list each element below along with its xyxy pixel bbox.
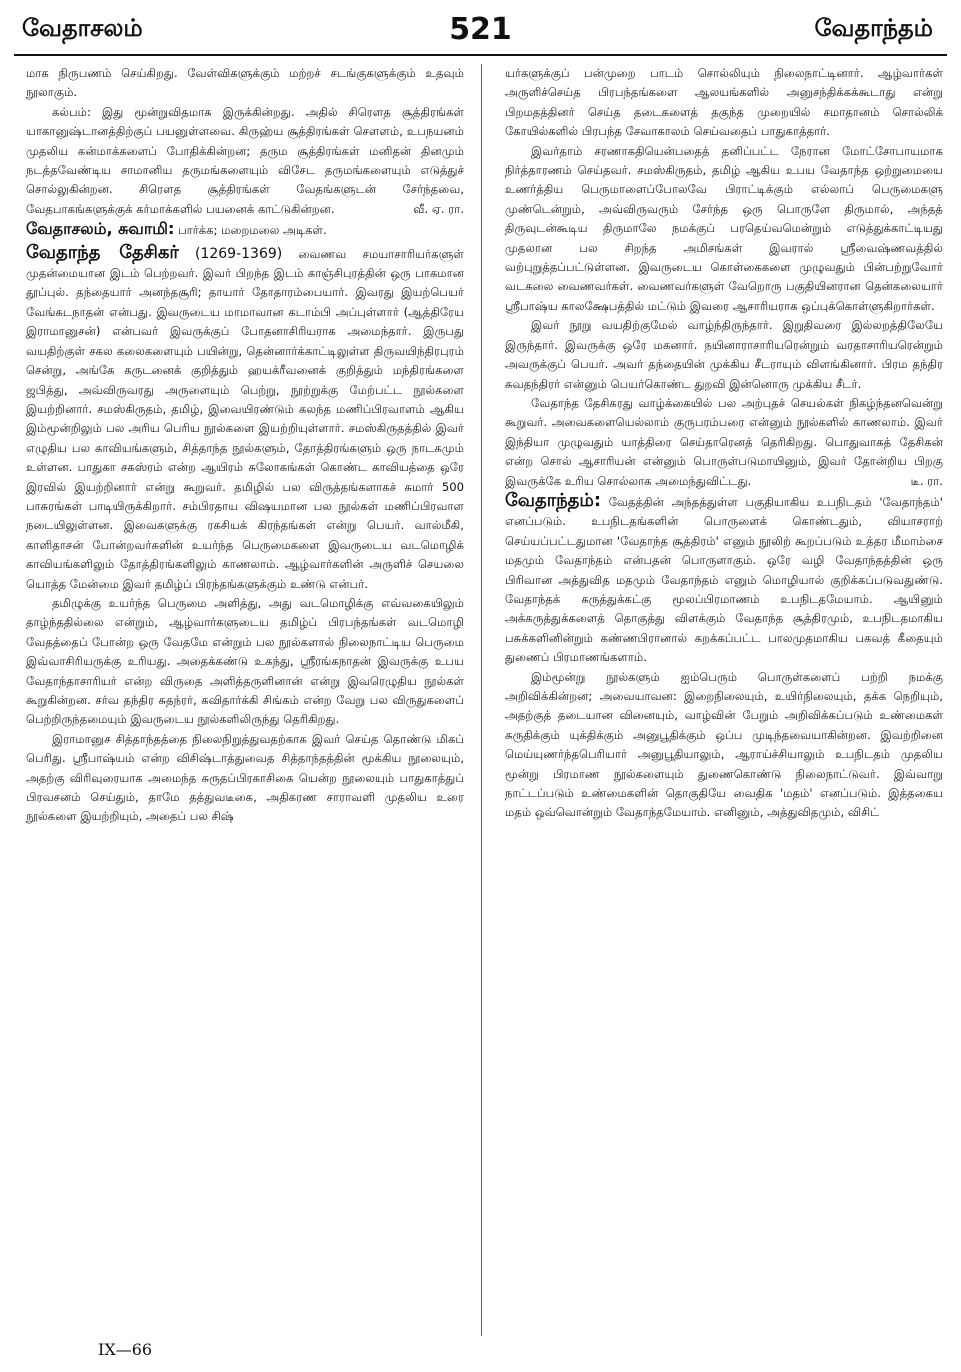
entry-years: (1269-1369)	[194, 245, 283, 262]
left-column	[26, 64, 464, 1336]
paragraph: இராமானுச சித்தாந்தத்தை நிலைநிறுத்துவதற்காக இவர் செய்த தொண்டு மிகப் பெரிது. ஸ்ரீபாஷ்யம் என்ற விசிஷ்டாத்துவைத சித்தாந்தத்தின் மூக்கிய நூலையும், அதற்கு விரிவுரையாக அமைந்த சுருதப்பிரகாசிகை யென்ற நூலையும் பாதுகாத்துப் பிரவசனம் செய்தும், தாமே தத்துவடீகை, அதிகரண சாராவளி முதலிய உரை நூல்களை இயற்றியும், அதைப் பல சிஷ்	[26, 731, 464, 824]
entry	[505, 491, 943, 668]
author-initials: டீ. ரா.	[910, 473, 943, 488]
entry-text: வைணவ சமயாசாரியர்களுள் முதன்மையான இடம் பெற்றவர். இவர் பிறந்த இடம் காஞ்சிபுரத்தின் ஒரு பாகமான தூப்புல். தந்தையார் அனந்தசூரி; தாயார் தோதாரம்பையார். இவரது இயற்பெயர் வேங்கடநாதன் என்பது. இவருடைய மாமாவான கடாம்பி அப்புள்ளார் (ஆத்திரேய இராமானுசன்) என்பவர் இவருக்குப் போதனாசிரியராக அமைந்தார். இருபது வயதிற்குள் சகல கலைகளையும் பயின்று, தென்னார்க்காட்டிலுள்ள திருவயிந்திரபுரம் சென்று, அங்கே கருடனைக் குறித்தும் ஹயக்ரீவனைக் குறித்தும் மந்திரங்களை ஜபித்து, அவ்விருவரது அருளையும் பெற்று, நூற்றுக்கு மேற்பட்ட நூல்களை இயற்றினார். சமஸ்கிருதம், தமிழ், இவையிரண்டும் கலந்த மணிப்பிரவாளம் ஆகிய இம்மூன்றிலும் பல அரிய பெரிய நூல்களை இயற்றியுள்ளார். சமஸ்கிருதத்தில் இவர் எழுதிய பல காவியங்களும், சித்தாந்த நூல்களும், தோத்திரங்களும் ஒரு நாடகமும் உள்ளன. பாதுகா சகஸ்ரம் என்ற ஆயிரம் சுலோகங்கள் கொண்ட காவியத்தை ஒரே இரவில் இயற்றினார் என்று கூறுவர். தமிழில் பல விருத்தங்களாகச் சுமார் 500 பாசுரங்கள் பாடியிருக்கிறார். சம்பிரதாய விஷயமான பல நூல்கள் மணிப்பிரவாள நடையிலுள்ளன. இவைகளுக்கு ரகசியக் கிரந்தங்கள் என்று பெயர். வால்மீகி, காளிதாசன் போன்றவர்களின் உயர்ந்த பெருமைகளை இவருடைய வடமொழிக் காவியங்களிலும் தோத்திரங்களிலும் காணலாம். ஆழ்வார்களின் அருளிச் செயலை யொத்த மேன்மை இவர் தமிழ்ப் பிரந்தங்களுக்கும் உண்டு என்பர்.	[26, 246, 464, 591]
entry	[26, 243, 464, 594]
paragraph: மாக நிருபணம் செய்கிறது. வேள்விகளுக்கும் மற்றச் சடங்குகளுக்கும் உதவும் நூலாகும்.	[26, 66, 464, 100]
entry-heading: வேதாந்தம்:	[505, 489, 602, 511]
paragraph: இவர் நூறு வயதிற்குமேல் வாழ்ந்திருந்தார். இறுதிவரை இல்லறத்திலேயே இருந்தார். இவருக்கு ஒரே மகனார். நயினாராசாரியரென்றும் வரதாசாரியரென்றும் அவருக்குப் பெயர். அவர் தந்தையின் முக்கிய சீடராயும் விளங்கினார். பிரம தந்திர சுவதந்திரர் என்னும் பெயர்கொண்ட துறவி இன்னொரு முக்கிய சீடர்.	[505, 318, 943, 391]
paragraph: யர்களுக்குப் பன்முறை பாடம் சொல்லியும் நிலைநாட்டினார். ஆழ்வார்கள் அருளிச்செய்த பிரபந்தங்களை ஆலயங்களில் அனுசந்திக்கக்கூடாது என்று பிறமதத்தினர் செய்த தடைகளைத் தகுந்த முறையில் சமாதானம் சொல்லிக் கோயில்களில் பிரபந்த சேவாகாலம் செய்வதைப் பாதுகாத்தார்.	[505, 66, 943, 139]
author-initials: வீ. ஏ. ரா.	[413, 201, 464, 216]
paragraph-text: கல்பம்: இது மூன்றுவிதமாக இருக்கின்றது. அதில் சிரௌத சூத்திரங்கள் யாகானுஷ்டானத்திற்குப் பயனுள்ளவை. கிருஹ்ய சூத்திரங்கள் சௌளம், உபநயனம் முதலிய கன்மாக்களைப் போதிக்கின்றன; தரும சூத்திரங்கள் மனிதன் தினமும் நடத்தவேண்டிய சாமானிய தருமங்களையும் விசேட தருமங்களையும் எடுத்துச் சொல்லுகின்றன. சிரௌத சூத்திரங்கள் வேதங்களுடன் சேர்ந்தவை, வேதபாகங்களுக்குக் கர்மாக்களில் பயனைக் காட்டுகின்றன.	[26, 104, 464, 216]
paragraph	[505, 394, 943, 491]
paragraph-text: வேதாந்த தேசிகரது வாழ்க்கையில் பல அற்புதச் செயல்கள் நிகழ்ந்தனவென்று கூறுவர். அவைகளையெல்லாம் குருபரம்பரை என்னும் நூல்களில் காணலாம். இவர் இந்தியா முழுவதும் யாத்திரை செய்தாரெனத் தெரிகிறது. பொதுவாகத் தேசிகன் என்ற சொல் ஆசாரியன் என்னும் பொருள்படுமாயினும், இவர் தோன்றிய பிறகு இவருக்கே உரிய சொல்லாக அமைந்துவிட்டது.	[505, 395, 943, 488]
running-head-right: வேதாந்தம்	[814, 14, 933, 42]
paragraph: இம்மூன்று நூல்களும் ஐம்பெரும் பொருள்களைப் பற்றி நமக்கு அறிவிக்கின்றன; அவையாவன: இறைநிலையும், உயிர்நிலையும், தக்க நெறியும், அதற்குத் தடையான வினையும், வாழ்வின் பேறும் அறிவிக்கப்படும் உண்மைகள் சுருதிக்கும் யுக்திக்கும் அனுபூதிக்கும் ஒப்ப முடிந்தவையாகின்றன. இவற்றினை மெய்யுணர்ந்தபெரியார் அனுபூதியாலும், ஆராய்ச்சியாலும் உபநிடதம் முதலிய மூன்று பிரமாண நூல்களையும் துணைகொண்டு நிலைநாட்டுவர். இவ்வாறு நாட்டப்படும் உண்மைகளின் தொகுதியே வைதிக 'மதம்' எனப்படும். இத்தகைய மதம் ஒவ்வொன்றும் வேதாந்தமேயாம். எனினும், அத்துவிதமும், விசிட்	[505, 669, 943, 820]
entry-text: பார்க்க; மறைமலை அடிகள்.	[178, 223, 327, 238]
paragraph	[26, 103, 464, 219]
volume-page-marker: IX—66	[98, 1340, 153, 1359]
entry-heading: வேதாந்த தேசிகர்	[26, 241, 179, 263]
page-header	[14, 6, 947, 56]
paragraph: தமிழுக்கு உயர்ந்த பெருமை அளித்து, அது வடமொழிக்கு எவ்வகையிலும் தாழ்ந்ததில்லை என்றும், ஆழ்வார்களுடைய தமிழ்ப் பிரபந்தங்கள் வடமொழி வேதத்தைப் போன்ற ஒரு வேதமே என்றும் பல நூல்களால் நிலைநாட்டிய பெருமை இவ்வாசிரியருக்கு உரியது. அதைக்கண்டு உகந்து, ஸ்ரீரங்கநாதன் இவருக்கு உபய வேதாந்தாசாரியர் என்ற விருதை அளித்தருளினான் என்று இவரெழுதிய நூல்கள் கூறுகின்றன. சர்வ தந்திர சுதந்ரர், கவிதார்க்கி சிங்கம் என்ற வேறு பல விருதுகளைப் பெற்றிருந்தமையும் இவருடைய நூல்களிலிருந்து தெரிகிறது.	[26, 595, 464, 727]
running-head-left: வேதாசலம்	[22, 14, 143, 42]
page-number: 521	[449, 12, 512, 47]
right-column	[505, 64, 943, 1336]
entry-text: வேதத்தின் அந்தத்துள்ள பகுதியாகிய உபநிடதம் 'வேதாந்தம்' எனப்படும். உபநிடதங்களின் பொருளைக் கொண்டதும், வியாசராற் செய்யப்பட்டதுமான 'வேதாந்த சூத்திரம்' எனும் நூலிற் கூறப்படும் உத்தர மீமாம்சை மதமும் வேதாந்தம் என்பதன் பொருளாகும். ஒரே வழி வேதாந்தத்தின் ஒரு பிரிவான அத்துவித மதமும் வேதாந்தம் எனும் மொழியால் குறிக்கப்படுவதுண்டு. வேதாந்தக் கருத்துக்கட்கு மூலப்பிரமாணம் உபநிடதமேயாம். ஆயினும் அக்கருத்துக்களைத் தொகுத்து விளக்கும் வேதாந்த சூத்திரமும், உபநிடதமாகிய பசுக்களினின்றும் கண்ணபிரானால் கறக்கப்பட்ட பாலமுதமாகிய பகவத் கீதையும் துணைப் பிரமாணங்களாம்.	[505, 494, 943, 665]
paragraph: இவர்தாம் சரணாகதியென்பதைத் தனிப்பட்ட நேரான மோட்சோபாயமாக நிர்த்தாரணம் செய்தவர். சமஸ்கிருதம், தமிழ் ஆகிய உபய வேதாந்த ஒற்றுமையை உணர்த்திய பெருமாளைப்போலவே பிராட்டிக்கும் எல்லாப் பெருமைகளு முண்டென்றும், அவ்விருவரும் சேர்ந்த ஒரு பொருளே திருமால், அந்தத் திருவுடன்கூடிய திருமாலே நமக்குப் பரதெய்வமென்றும் எடுத்துக்காட்டியது முதலான பல சிறந்த அமிசங்கள் இவரால் ஸ்ரீவைஷ்ணவத்தில் வற்புறுத்தப்பட்டுள்ளன. இவருடைய கொள்கைகளை முழுவதும் பின்பற்றுவோர் வடகலை வைணவர்கள். வைணவர்களுள் வேறொரு பகுதியினரான தென்கலையார் ஸ்ரீபாஷ்ய காலக்ஷேபத்தில் மட்டும் இவரை ஆசாரியராக ஒப்புக்கொள்ளுகிறார்கள்.	[505, 143, 943, 313]
column-divider	[481, 64, 482, 1336]
entry-heading: வேதாசலம், சுவாமி:	[26, 219, 175, 239]
entry	[26, 219, 464, 240]
